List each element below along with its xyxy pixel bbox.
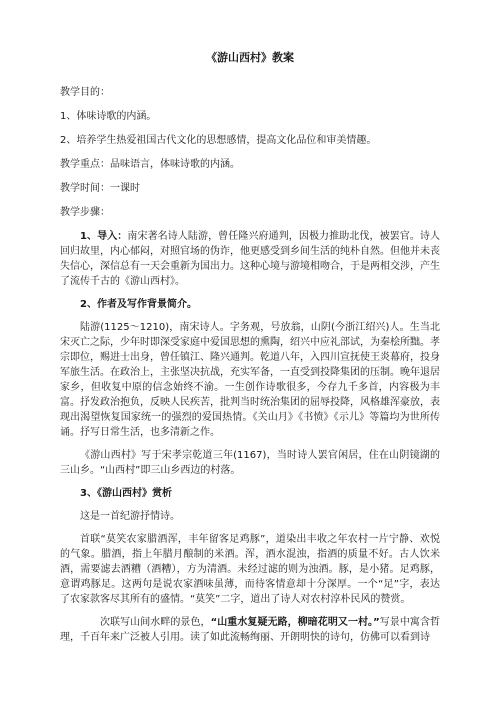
section-1-paragraph [60,229,440,289]
key-points: 教学重点：品味语言，体味诗歌的内涵。 [60,159,240,170]
section-3-text: 次联写山间水畔的景色， [100,617,211,628]
section-3-text: 写景中寓含哲理，千百年来广泛被人引用。读了如此流畅绚丽、开朗明快的诗句，仿佛可以看到诗 [60,617,441,643]
section-3-paragraph: 这是一首纪游抒情诗。 [80,511,180,522]
section-3-paragraph: 首联“莫笑农家腊酒浑，丰年留客足鸡豚”，道染出丰收之年农村一片宁静、欢悦的气象。腊酒，指上年腊月酿制的米酒。浑，酒水混浊，指酒的质量不好。古人饮米酒，需要滤去酒糟（酒糟），方为清酒。未经过滤的则为浊酒。豚，是小猪。足鸡豚，意谓鸡豚足。这两句是说农家酒味虽薄，而待客情意却十分深厚。一个“足”字，表达了农家款客尽其所有的盛情。“莫笑”二字，道出了诗人对农村淳朴民风的赞赏。 [60,534,440,605]
teaching-time: 教学时间：一课时 [60,183,140,194]
section-1-text: 南宋著名诗人陆游，曾任隆兴府通判，因极力推助北伐，被罢官。诗人回归故里，内心郁闷，对照官场的伪诈，他更感受到乡间生活的纯朴自然。但他并未丧失信心，深信总有一天会重新为国出力。这种心境与游境相吻合，于是两相交涉，产生了流传千古的《游山西村》。 [60,231,441,287]
document-body [60,50,440,653]
poem-quote: “山重水复疑无路，柳暗花明又一村。” [210,617,380,628]
objectives-label: 教学目的： [60,87,110,98]
steps-label: 教学步骤： [60,207,110,218]
section-2-paragraph: 《游山西村》写于宋孝宗乾道三年(1167)，当时诗人罢官闲居，住在山阴镜湖的三山乡。“山西村”即三山乡西边的村落。 [60,450,440,476]
section-2-paragraph: 陆游(1125～1210)，南宋诗人。字务观，号放翁，山阴(今浙江绍兴)人。生当北宋灭亡之际，少年时即深受家庭中爱国思想的熏陶，绍兴中应礼部试，为秦桧所黜。孝宗即位，赐进士出身，曾任镇江、隆兴通判。乾道八年，入四川宣抚使王炎幕府，投身军旅生活。在政治上，主张坚决抗战，充实军备，一直受到投降集团的压制。晚年退居家乡，但收复中原的信念始终不渝。一生创作诗歌很多，今存九千多首，内容极为丰富。抒发政治抱负，反映人民疾苦，批判当时统治集团的屈辱投降，风格雄浑豪放，表现出渴望恢复国家统一的强烈的爱国热情。《关山月》《书愤》《示儿》等篇均为世所传诵。抒写日常生活，也多清新之作。 [60,322,440,438]
objective-item: 2、培养学生热爱祖国古代文化的思想感情，提高文化品位和审美情趣。 [60,135,377,146]
section-2-heading: 2、作者及写作背景简介。 [80,299,197,310]
section-3-heading: 3、《游山西村》赏析 [80,488,172,499]
section-1-heading: 1、导入： [80,231,128,242]
document-title: 《游山西村》教案 [206,51,294,64]
objective-item: 1、体味诗歌的内涵。 [60,111,157,122]
section-3-paragraph [60,615,440,645]
